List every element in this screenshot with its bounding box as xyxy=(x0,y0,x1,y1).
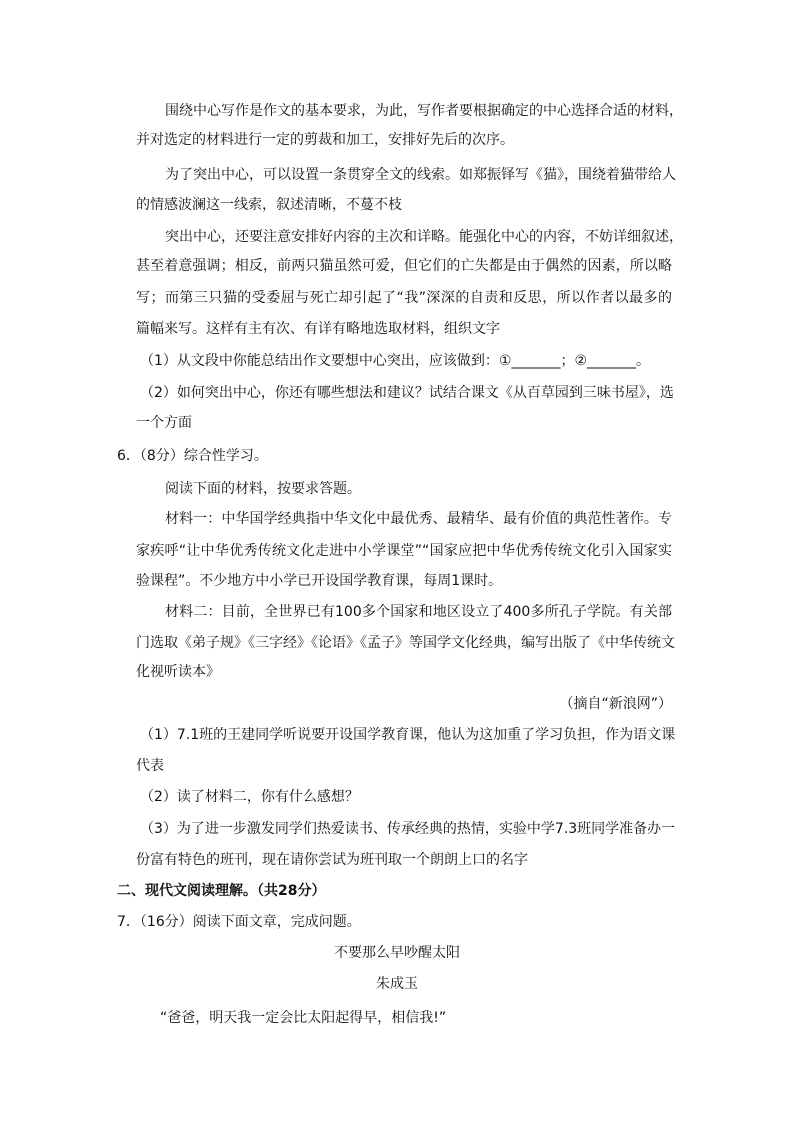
paragraph-line: 突出中心，还要注意安排好内容的主次和详略。能强化中心的内容，不妨详细叙述， xyxy=(165,229,683,245)
paragraph-line: 写；而第三只猫的受委屈与死亡却引起了“我”深深的自责和反思，所以作者以最多的 xyxy=(136,290,672,306)
material-2-line: 材料二：目前，全世界已有100多个国家和地区设立了400多所孔子学院。有关部 xyxy=(165,604,672,620)
paragraph-line: 为了突出中心，可以设置一条贯穿全文的线索。如郑振铎写《猫》，围绕着猫带给人 xyxy=(165,167,676,183)
question-6-2: （2）读了材料二，你有什么感想？ xyxy=(140,789,359,805)
question-6-1-cont: 代表 xyxy=(136,758,164,774)
material-1-line: 验课程”。不少地方中小学已开设国学教育课，每周1课时。 xyxy=(136,573,503,589)
question-6-3: （3）为了进一步激发同学们热爱读书、传承经典的热情，实验中学7.3班同学准备办一 xyxy=(140,821,676,837)
paragraph-line: 篇幅来写。这样有主有次、有详有略地选取材料，组织文字 xyxy=(136,321,500,337)
question-6-title: 6．（8分）综合性学习。 xyxy=(117,448,268,464)
question-5-1: （1）从文段中你能总结出作文要想中心突出，应该做到：①_______；②_______。 xyxy=(140,353,651,369)
section-heading: 二、现代文阅读理解。（共28分） xyxy=(117,883,326,899)
question-6-instruction: 阅读下面的材料，按要求答题。 xyxy=(165,481,361,497)
source-note: （摘自“新浪网”） xyxy=(559,696,672,712)
question-6-3-cont: 份富有特色的班刊，现在请你尝试为班刊取一个朗朗上口的名字 xyxy=(136,852,528,868)
article-first-line: “爸爸，明天我一定会比太阳起得早，相信我!” xyxy=(160,1010,447,1026)
question-5-2: （2）如何突出中心，你还有哪些想法和建议？试结合课文《从百草园到三味书屋》，选 xyxy=(140,385,674,401)
material-2-line: 化视听读本》 xyxy=(136,664,220,680)
paragraph-line: 围绕中心写作是作文的基本要求，为此，写作者要根据确定的中心选择合适的材料， xyxy=(165,103,683,119)
question-6-1: （1）7.1班的王建同学听说要开设国学教育课，他认为这加重了学习负担，作为语文课 xyxy=(140,727,676,743)
question-7-title: 7．（16分）阅读下面文章，完成问题。 xyxy=(117,914,361,930)
material-1-line: 材料一：中华国学经典指中华文化中最优秀、最精华、最有价值的典范性著作。专 xyxy=(165,511,672,527)
paragraph-line: 并对选定的材料进行一定的剪裁和加工，安排好先后的次序。 xyxy=(136,132,514,148)
paragraph-line: 的情感波澜这一线索，叙述清晰，不蔓不枝 xyxy=(136,197,402,213)
material-1-line: 家疾呼“让中华优秀传统文化走进中小学课堂”“国家应把中华优秀传统文化引入国家实 xyxy=(136,543,672,559)
article-title: 不要那么早吵醒太阳 xyxy=(334,945,460,961)
paragraph-line: 甚至着意强调；相反，前两只猫虽然可爱，但它们的亡失都是由于偶然的因素，所以略 xyxy=(136,258,672,274)
material-2-line: 门选取《弟子规》《三字经》《论语》《孟子》等国学文化经典，编写出版了《中华传统文 xyxy=(136,635,675,651)
article-author: 朱成玉 xyxy=(376,976,418,992)
question-5-2-cont: 一个方面 xyxy=(136,415,192,431)
